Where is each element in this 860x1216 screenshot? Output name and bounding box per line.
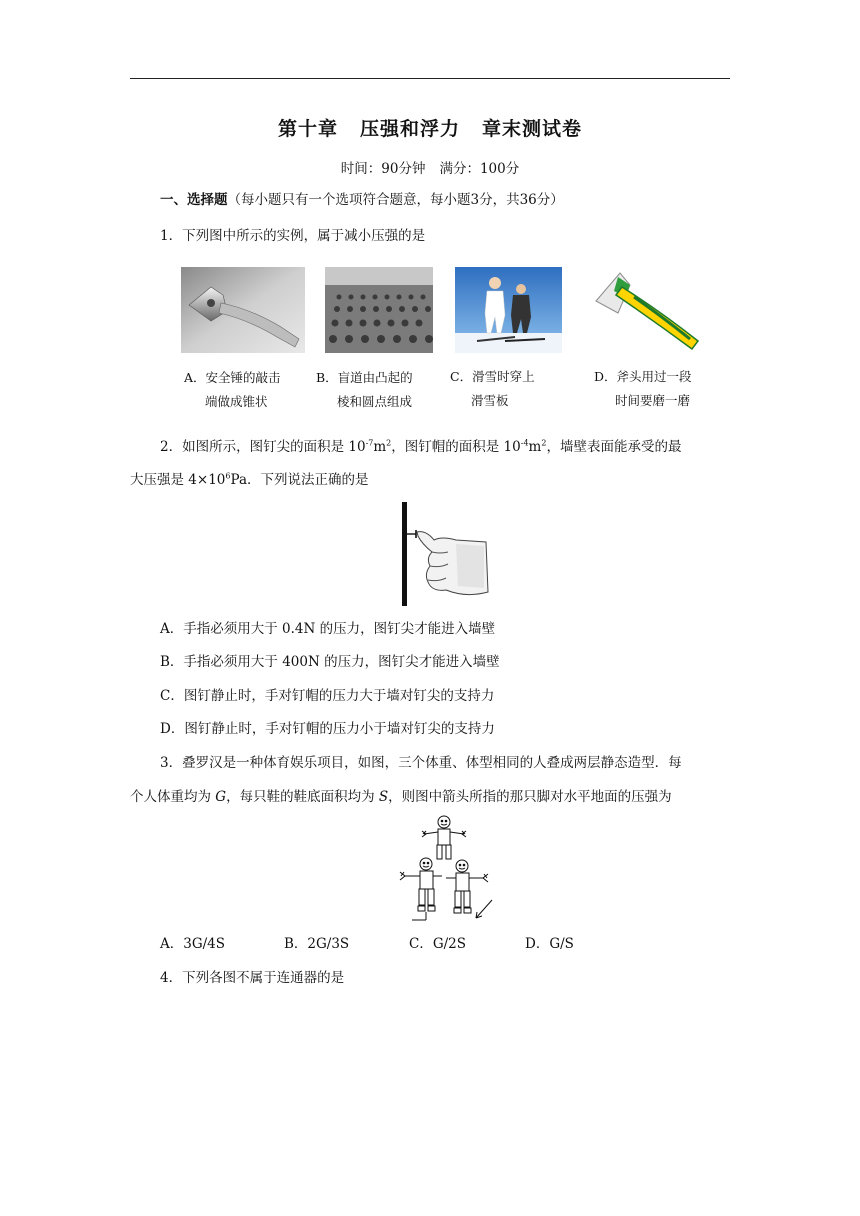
question-2-line-2: 大压强是 $4\times 10^6Pa$．下列说法正确的是: [130, 471, 369, 488]
full-score: 满分：100分: [439, 161, 520, 177]
exam-info: [0, 157, 860, 177]
human-pyramid-diagram: [396, 814, 494, 926]
question-3-line-2: 个人体重均为 G，每只鞋的鞋底面积均为 S，则图中箭头所指的那只脚对水平地面的压强为: [130, 789, 672, 805]
time-limit: 时间：90分钟: [340, 161, 426, 177]
q3-option-b: B．2G/3S: [284, 936, 350, 952]
tactile-paving-image: [325, 267, 433, 353]
q3-option-c: C．G/2S: [409, 936, 467, 952]
option-d-caption: D．斧头用过一段 时间要磨一磨: [594, 369, 692, 408]
q3-option-d: D．G/S: [525, 936, 574, 952]
question-3-line-1: 3．叠罗汉是一种体育娱乐项目，如图，三个体重、体型相同的人叠成两层静态造型．每: [160, 755, 682, 771]
question-2-line-1: 2．如图所示，图钉尖的面积是 $10^{-7}m^2$，图钉帽的面积是 $10^{-4}m^2$，墙壁表面能承受的最: [160, 438, 682, 455]
page-title: 第十章 压强和浮力 章末测试卷: [277, 118, 583, 140]
section-heading: 一、选择题（每小题只有一个选项符合题意，每小题3分，共36分）: [160, 192, 564, 208]
question-1-stem: 1．下列图中所示的实例，属于减小压强的是: [160, 228, 426, 244]
q2-option-c: C．图钉静止时，手对钉帽的压力大于墙对钉尖的支持力: [160, 688, 495, 704]
thumbtack-diagram: [396, 500, 492, 608]
question-4-stem: 4．下列各图不属于连通器的是: [160, 970, 345, 986]
q3-option-a: A．3G/4S: [160, 936, 226, 952]
option-b-caption: B．盲道由凸起的 棱和圆点组成: [316, 370, 413, 409]
option-c-caption: C．滑雪时穿上 滑雪板: [450, 369, 535, 408]
q2-option-b: B．手指必须用大于 400N 的压力，图钉尖才能进入墙壁: [160, 654, 500, 670]
option-a-caption: A．安全锤的敲击 端做成锥状: [184, 370, 281, 409]
q2-option-d: D．图钉静止时，手对钉帽的压力小于墙对钉尖的支持力: [160, 721, 495, 737]
safety-hammer-image: [181, 267, 305, 353]
q2-option-a: A．手指必须用大于 0.4N 的压力，图钉尖才能进入墙壁: [160, 621, 496, 637]
header-rule: [130, 78, 730, 79]
skiers-image: [455, 267, 562, 353]
axe-image: [590, 267, 706, 353]
